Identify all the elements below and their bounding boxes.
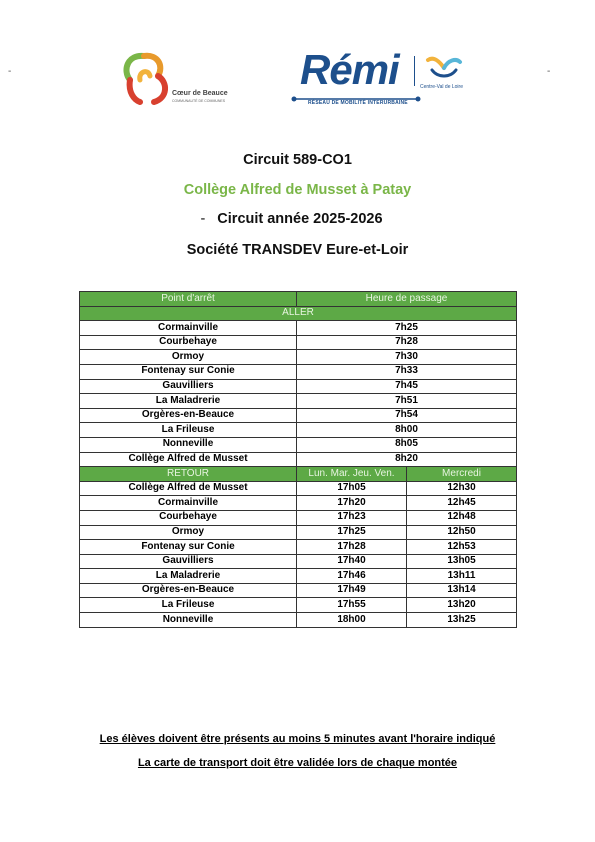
retour-row [80,496,517,511]
retour-row [80,525,517,540]
retour-weekday-time: 17h20 [297,496,407,511]
year-title [0,211,595,227]
coeur-de-beauce-tagline: COMMUNAUTÉ DE COMMUNES [172,99,226,103]
retour-stop: Collège Alfred de Musset [80,481,297,496]
retour-stop: La Frileuse [80,598,297,613]
coeur-de-beauce-name: Cœur de Beauce [172,90,228,97]
retour-weekday-time: 17h28 [297,540,407,555]
retour-weekday-time: 17h40 [297,554,407,569]
retour-stop: Fontenay sur Conie [80,540,297,555]
retour-stop: Ormoy [80,525,297,540]
aller-stop: Gauvilliers [80,379,297,394]
retour-weekday-time: 17h55 [297,598,407,613]
retour-row [80,554,517,569]
aller-time: 7h33 [297,364,517,379]
aller-time: 7h30 [297,350,517,365]
retour-weekday-time: 17h23 [297,510,407,525]
retour-wednesday-time: 13h11 [407,569,517,584]
retour-wednesday-time: 13h05 [407,554,517,569]
remi-brand: Rémi [300,46,399,93]
retour-weekday-time: 17h46 [297,569,407,584]
company-title: Société TRANSDEV Eure-et-Loir [186,242,409,258]
aller-row [80,394,517,409]
retour-wednesday-time: 12h50 [407,525,517,540]
aller-row [80,423,517,438]
retour-label: RETOUR [80,467,297,482]
retour-weekday-time: 18h00 [297,613,407,628]
aller-section-row [80,306,517,321]
retour-weekday-header: Lun. Mar. Jeu. Ven. [297,467,407,482]
remi-logo [288,46,478,110]
aller-stop: Nonneville [80,437,297,452]
aller-time: 8h00 [297,423,517,438]
retour-weekday-time: 17h25 [297,525,407,540]
aller-row [80,364,517,379]
retour-row [80,583,517,598]
retour-stop: Courbehaye [80,510,297,525]
retour-row [80,598,517,613]
retour-stop: Gauvilliers [80,554,297,569]
aller-time: 7h54 [297,408,517,423]
retour-row [80,613,517,628]
aller-row [80,350,517,365]
retour-wednesday-time: 13h14 [407,583,517,598]
aller-row [80,321,517,336]
aller-row [80,452,517,467]
remi-tagline: RÉSEAU DE MOBILITÉ INTERURBAINE [308,100,408,106]
aller-stop: Ormoy [80,350,297,365]
coeur-de-beauce-logo [118,50,228,106]
retour-stop: Orgères-en-Beauce [80,583,297,598]
aller-time: 8h05 [297,437,517,452]
retour-wednesday-time: 12h48 [407,510,517,525]
timetable-header-row [80,292,517,307]
coeur-de-beauce-emblem-icon [118,50,174,106]
retour-row [80,540,517,555]
retour-weekday-time: 17h05 [297,481,407,496]
retour-stop: La Maladrerie [80,569,297,584]
retour-stop: Nonneville [80,613,297,628]
region-name: Centre-Val de Loire [420,84,463,90]
aller-time: 8h20 [297,452,517,467]
circuit-title: Circuit 589-CO1 [243,152,352,168]
note-transport-card: La carte de transport doit être validée lors de chaque montée [137,757,458,769]
aller-time: 7h45 [297,379,517,394]
retour-row [80,510,517,525]
aller-time: 7h51 [297,394,517,409]
retour-wednesday-time: 12h45 [407,496,517,511]
note-presence: Les élèves doivent être présents au moins 5 minutes avant l'horaire indiqué [99,733,496,745]
retour-stop: Cormainville [80,496,297,511]
retour-section-row [80,467,517,482]
aller-row [80,379,517,394]
retour-wednesday-time: 13h25 [407,613,517,628]
aller-stop: Cormainville [80,321,297,336]
timetable [79,291,517,628]
aller-row [80,408,517,423]
aller-time: 7h25 [297,321,517,336]
aller-stop: Courbehaye [80,335,297,350]
retour-wednesday-header: Mercredi [407,467,517,482]
retour-wednesday-time: 12h30 [407,481,517,496]
aller-stop: La Maladrerie [80,394,297,409]
retour-row [80,569,517,584]
retour-wednesday-time: 13h20 [407,598,517,613]
timetable-body [80,292,517,628]
centre-val-de-loire-emblem-icon [424,54,464,82]
remi-separator [414,56,415,86]
year-text: Circuit année 2025-2026 [217,211,383,227]
retour-weekday-time: 17h49 [297,583,407,598]
retour-row [80,481,517,496]
header-time: Heure de passage [297,292,517,307]
aller-row [80,335,517,350]
school-title: Collège Alfred de Musset à Patay [183,182,412,198]
left-margin-mark: - [8,66,12,77]
aller-row [80,437,517,452]
aller-label: ALLER [80,306,517,321]
aller-stop: Collège Alfred de Musset [80,452,297,467]
aller-stop: La Frileuse [80,423,297,438]
aller-stop: Orgères-en-Beauce [80,408,297,423]
header-stop: Point d'arrêt [80,292,297,307]
aller-time: 7h28 [297,335,517,350]
right-margin-mark: - [547,66,551,77]
year-dash: - [200,211,206,227]
aller-stop: Fontenay sur Conie [80,364,297,379]
retour-wednesday-time: 12h53 [407,540,517,555]
